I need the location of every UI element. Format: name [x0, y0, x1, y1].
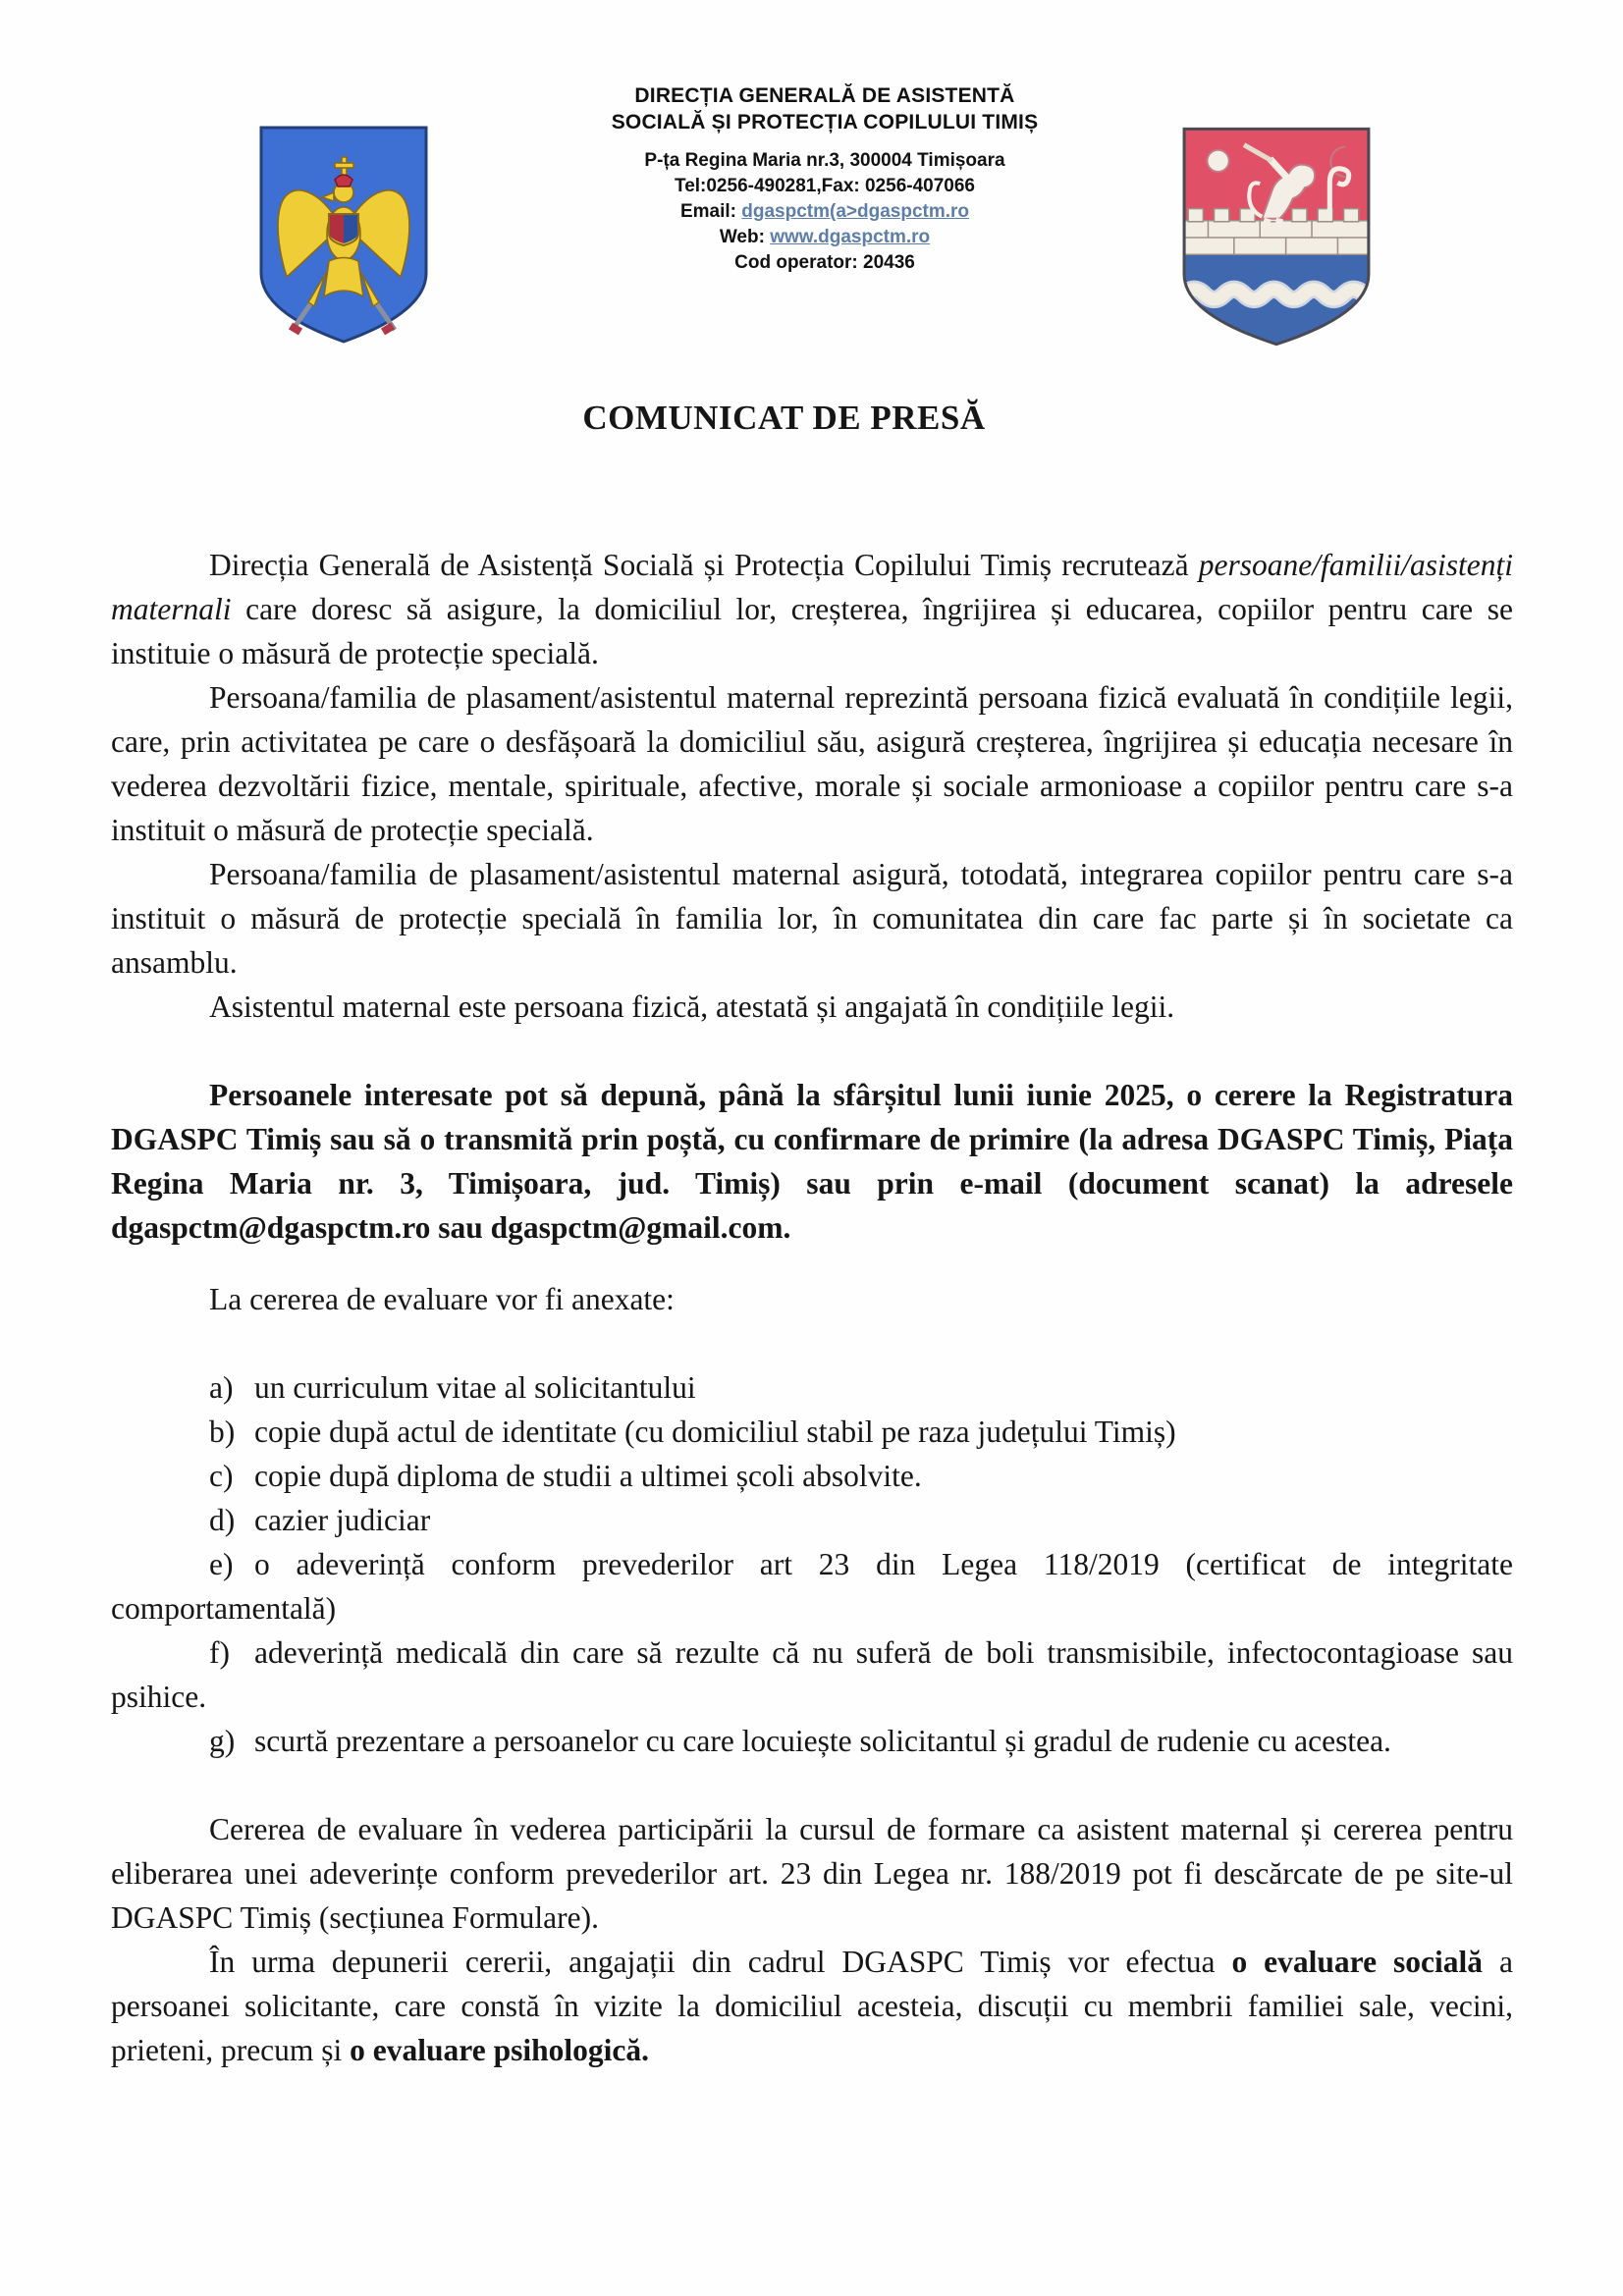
list-item-label: a) — [209, 1370, 234, 1405]
list-item-c: c) copie după diploma de studii a ultimei școli absolvite. — [111, 1454, 1513, 1498]
website-link[interactable]: www.dgaspctm.ro — [770, 227, 931, 247]
org-operator-code: Cod operator: 20436 — [734, 252, 915, 273]
org-name-line1: DIRECȚIA GENERALĂ DE ASISTENTĂ — [634, 84, 1015, 107]
page-title: COMUNICAT DE PRESĂ — [582, 399, 986, 437]
paragraph-evaluation: În urma depunerii cererii, angajații din cadrul DGASPC Timiș vor efectua o evaluare socială a persoanei solicitante, care constă în vizite la domiciliul acesteia, discuții cu membrii familiei sale, vecini, prieteni, precum și o evaluare psihologică. — [111, 1945, 1514, 2067]
list-item-f: f) adeverință medicală din care să rezulte că nu suferă de boli transmisibile, infectocontagioase sau psihice. — [111, 1630, 1513, 1719]
web-label: Web: — [719, 227, 771, 247]
paragraph-recruitment: Direcția Generală de Asistență Socială și Protecția Copilului Timiș recrutează persoane/familii/asistenți maternali care doresc să asigure, la domiciliul lor, creșterea, îngrijirea și educarea, copiilor pentru care se instituie o măsură de protecție specială. — [111, 548, 1513, 670]
list-item-label: c) — [209, 1459, 234, 1493]
list-item-label: g) — [209, 1724, 236, 1758]
letterhead-org-block — [535, 82, 1114, 276]
list-intro: La cererea de evaluare vor fi anexate: — [209, 1282, 675, 1316]
email-label: Email: — [679, 201, 742, 222]
list-item-d: d) cazier judiciar — [111, 1498, 1513, 1542]
org-address: P-ța Regina Maria nr.3, 300004 Timișoara — [644, 150, 1005, 171]
org-name — [535, 82, 1114, 135]
list-item-label: e) — [209, 1547, 234, 1581]
document-body — [111, 543, 1513, 2072]
paragraph-integration: Persoana/familia de plasament/asistentul maternal asigură, totodată, integrarea copiilor pentru care s-a instituit o măsură de protecție specială în familia lor, în comunitatea din care fac parte și în societate ca ansamblu. — [111, 857, 1513, 980]
paragraph-definition: Persoana/familia de plasament/asistentul maternal reprezintă persoana fizică evaluată în condițiile legii, care, prin activitatea pe care o desfășoară la domiciliul său, asigură creșterea, îngrijirea și educația necesare în vederea dezvoltării fizice, mentale, spirituale, afective, morale și sociale armonioase a copiilor pentru care s-a instituit o măsură de protecție specială. — [111, 680, 1513, 847]
list-item-b: b) copie după actul de identitate (cu domiciliul stabil pe raza județului Timiș) — [111, 1410, 1513, 1454]
org-web-line — [535, 225, 1114, 250]
email-link[interactable]: dgaspctm(a>dgaspctm.ro — [741, 201, 970, 222]
org-email-line — [535, 199, 1114, 225]
list-item-g: g) scurtă prezentare a persoanelor cu care locuiește solicitantul și gradul de rudenie cu acestea. — [111, 1719, 1513, 1763]
romania-coat-of-arms-icon — [257, 124, 430, 346]
paragraph-application-deadline: Persoanele interesate pot să depună, până la sfârșitul lunii iunie 2025, o cerere la Registratura DGASPC Timiș sau să o transmită prin poștă, cu confirmare de primire (la adresa DGASPC Timiș, Piața Regina Maria nr. 3, Timișoara, jud. Timiș) sau prin e-mail (document scanat) la adresele dgaspctm@dgaspctm.ro sau dgaspctm@gmail.com. — [111, 1078, 1513, 1245]
paragraph-legal-status: Asistentul maternal este persoana fizică, atestată și angajată în condițiile legii. — [209, 989, 1175, 1024]
list-item-label: b) — [209, 1415, 236, 1449]
list-item-label: f) — [209, 1635, 230, 1670]
org-phone-fax: Tel:0256-490281,Fax: 0256-407066 — [675, 176, 975, 196]
timis-coat-of-arms-icon — [1178, 122, 1375, 351]
org-name-line2: SOCIALĂ ȘI PROTECȚIA COPILULUI TIMIȘ — [611, 111, 1039, 133]
list-item-e: e) o adeverință conform prevederilor art 23 din Legea 118/2019 (certificat de integritate comportamentală) — [111, 1542, 1513, 1630]
paragraph-forms-download: Cererea de evaluare în vederea participării la cursul de formare ca asistent maternal și cererea pentru eliberarea unei adeverințe conform prevederilor art. 23 din Legea nr. 188/2019 pot fi descărcate de pe site-ul DGASPC Timiș (secțiunea Formulare). — [111, 1812, 1513, 1935]
list-item-label: d) — [209, 1503, 236, 1537]
list-item-a: a) un curriculum vitae al solicitantului — [111, 1365, 1513, 1410]
